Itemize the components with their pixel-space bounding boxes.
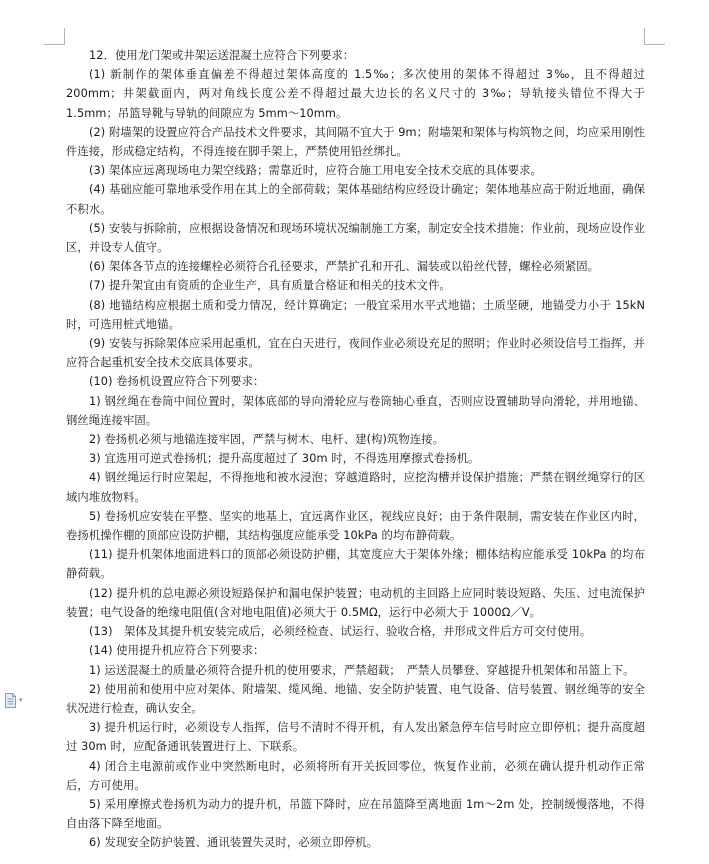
page-corner-mark-right xyxy=(644,28,665,45)
chevron-down-icon: ▾ xyxy=(19,696,23,704)
paragraph: (3) 架体应远离现场电力架空线路；需靠近时，应符合施工用电安全技术交底的具体要求。 xyxy=(89,164,543,178)
paragraph: 12．使用龙门架或井架运送混凝土应符合下列要求： xyxy=(89,49,355,62)
paragraph: 4) 闭合主电源前或作业中突然断电时，必须将所有开关扳回零位，恢复作业前，必须在确认提升机动作正常后，方可使用。 xyxy=(66,759,645,792)
paragraph: (4) 基础应能可靠地承受作用在其上的全部荷载；架体基础结构应经设计确定；架体地基应高于附近地面，确保不积水。 xyxy=(66,183,645,216)
paragraph: (9) 安装与拆除架体应采用起重机，宜在白天进行，夜间作业必须设充足的照明；作业时必须设信号工指挥，并应符合起重机安全技术交底具体要求。 xyxy=(66,337,645,370)
paragraph: 3) 宜选用可逆式卷扬机；提升高度超过了 30m 时，不得选用摩擦式卷扬机。 xyxy=(89,452,480,466)
paragraph: (1) 新制作的架体垂直偏差不得超过架体高度的 1.5‰；多次使用的架体不得超过 3‰，且不得超过 200mm；井架截面内，两对角线长度公差不得超过最大边长的名义尺寸的 3‰；导轨接头错位不得大于 1.5mm；吊篮导靴与导轨的间隙应为 5mm～10mm。 xyxy=(66,68,645,120)
document-icon xyxy=(4,693,17,708)
page-corner-mark-left xyxy=(44,28,65,45)
paragraph: 4) 钢丝绳运行时应架起，不得拖地和被水浸泡；穿越道路时，应挖沟槽并设保护措施；严禁在钢丝绳穿行的区域内堆放物料。 xyxy=(66,471,645,504)
paragraph: (14) 使用提升机应符合下列要求： xyxy=(89,644,265,658)
paragraph: 1) 钢丝绳在卷筒中间位置时，架体底部的导向滑轮应与卷筒轴心垂直，否则应设置辅助导向滑轮，并用地锚、钢丝绳连接牢固。 xyxy=(66,394,645,427)
paragraph: (6) 架体各节点的连接螺栓必须符合孔径要求，严禁扩孔和开孔、漏装或以铅丝代替，螺栓必须紧固。 xyxy=(89,260,600,274)
paragraph: 5) 卷扬机应安装在平整、坚实的地基上，宜远离作业区，视线应良好；由于条件限制，需安装在作业区内时，卷扬机操作棚的顶部应设防护棚，其结构强度应能承受 10kPa 的均布静荷载。 xyxy=(66,509,645,543)
paragraph: 1) 运送混凝土的质量必须符合提升机的使用要求，严禁超载； 严禁人员攀登、穿越提升机架体和吊篮上下。 xyxy=(89,663,635,677)
paragraph: (12) 提升机的总电源必须设短路保护和漏电保护装置；电动机的主回路上应同时装设短路、失压、过电流保护装置；电气设备的绝缘电阻值(含对地电阻值)必须大于 0.5MΩ，运行中必须大于 1000Ω／V。 xyxy=(66,586,645,619)
paragraph: (7) 提升架宜由有资质的企业生产，具有质量合格证和相关的技术文件。 xyxy=(89,279,451,293)
paragraph: 5) 采用摩擦式卷扬机为动力的提升机，吊篮下降时，应在吊篮降至离地面 1m～2m 处，控制缓慢落地，不得自由落下降至地面。 xyxy=(66,797,645,831)
document-body xyxy=(66,46,645,853)
paragraph: (11) 提升机架体地面进料口的顶部必须设防护棚，其宽度应大于架体外缘；棚体结构应能承受 10kPa 的均布静荷载。 xyxy=(66,548,645,581)
document-options-button[interactable] xyxy=(4,693,23,708)
paragraph: (10) 卷扬机设置应符合下列要求： xyxy=(89,375,265,389)
paragraph: (8) 地锚结构应根据土质和受力情况，经计算确定；一般宜采用水平式地锚；土质坚硬，地锚受力小于 15kN 时，可选用桩式地锚。 xyxy=(66,298,645,331)
paragraph: 2) 使用前和使用中应对架体、附墙架、缆风绳、地锚、安全防护装置、电气设备、信号装置、钢丝绳等的安全状况进行检查，确认安全。 xyxy=(66,682,645,715)
paragraph: (13) 架体及其提升机安装完成后，必须经检查、试运行、验收合格，并形成文件后方可交付使用。 xyxy=(89,625,592,639)
paragraph: (2) 附墙架的设置应符合产品技术文件要求，其间隔不宜大于 9m；附墙架和架体与构筑物之间，均应采用刚性件连接，形成稳定结构，不得连接在脚手架上，严禁使用铅丝绑扎。 xyxy=(66,125,645,159)
paragraph: 6) 发现安全防护装置、通讯装置失灵时，必须立即停机。 xyxy=(89,836,379,850)
paragraph: (5) 安装与拆除前，应根据设备情况和现场环境状况编制施工方案，制定安全技术措施；作业前，现场应设作业区，并设专人值守。 xyxy=(66,221,645,255)
paragraph: 2) 卷扬机必须与地锚连接牢固，严禁与树木、电杆、建(构)筑物连接。 xyxy=(89,433,445,447)
paragraph: 3) 提升机运行时，必须设专人指挥，信号不清时不得开机，有人发出紧急停车信号时应立即停机；提升高度超过 30m 时，应配备通讯装置进行上、下联系。 xyxy=(66,721,645,754)
